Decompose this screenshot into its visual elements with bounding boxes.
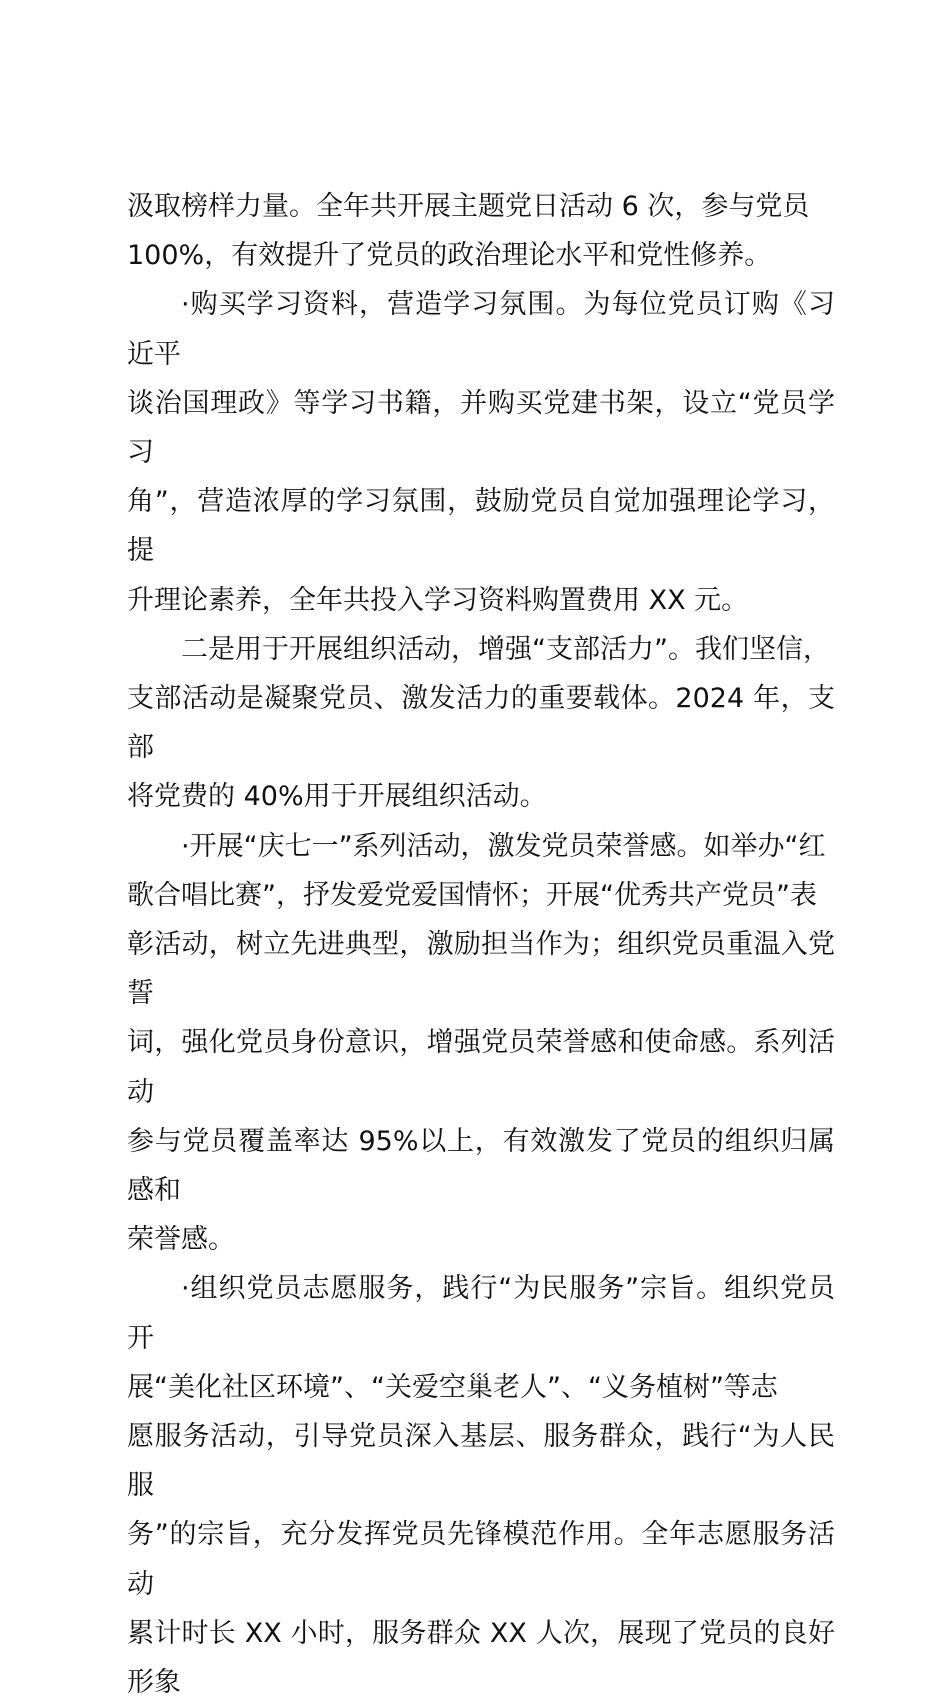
text-line: 支部活动是凝聚党员、激发活力的重要载体。2024 年，支部: [127, 683, 835, 764]
text-line: 二是用于开展组织活动，增强“支部活力”。我们坚信，: [181, 633, 830, 665]
text-line: 词，强化党员身份意识，增强党员荣誉感和使命感。系列活动: [127, 1027, 835, 1108]
text-line: ·组织党员志愿服务，践行“为民服务”宗旨。组织党员开: [127, 1273, 835, 1354]
text-line: 100%，有效提升了党员的政治理论水平和党性修养。: [127, 240, 772, 272]
text-line: 角”，营造浓厚的学习氛围，鼓励党员自觉加强理论学习，提: [127, 486, 835, 567]
text-line: 谈治国理政》等学习书籍，并购买党建书架，设立“党员学习: [127, 387, 835, 469]
text-line: 歌合唱比赛”，抒发爱党爱国情怀；开展“优秀共产党员”表: [127, 879, 817, 911]
text-line: 展“美化社区环境”、“关爱空巢老人”、“义务植树”等志: [127, 1371, 778, 1403]
text-line: 荣誉感。: [127, 1224, 235, 1256]
text-line: 务”的宗旨，充分发挥党员先锋模范作用。全年志愿服务活动: [127, 1519, 835, 1600]
text-line: ·开展“庆七一”系列活动，激发党员荣誉感。如举办“红: [181, 830, 826, 862]
text-line: 愿服务活动，引导党员深入基层、服务群众，践行“为人民服: [127, 1421, 835, 1502]
text-line: 将党费的 40%用于开展组织活动。: [127, 781, 547, 813]
document-body: [127, 182, 835, 1707]
text-line: 升理论素养，全年共投入学习资料购置费用 XX 元。: [127, 584, 749, 616]
text-line: 累计时长 XX 小时，服务群众 XX 人次，展现了党员的良好形象: [127, 1617, 835, 1699]
text-line: 彰活动，树立先进典型，激励担当作为；组织党员重温入党誓: [127, 929, 835, 1010]
text-line: 汲取榜样力量。全年共开展主题党日活动 6 次，参与党员: [127, 191, 810, 222]
text-line: ·购买学习资料，营造学习氛围。为每位党员订购《习近平: [127, 289, 835, 370]
text-line: 参与党员覆盖率达 95%以上，有效激发了党员的组织归属感和: [127, 1125, 835, 1207]
